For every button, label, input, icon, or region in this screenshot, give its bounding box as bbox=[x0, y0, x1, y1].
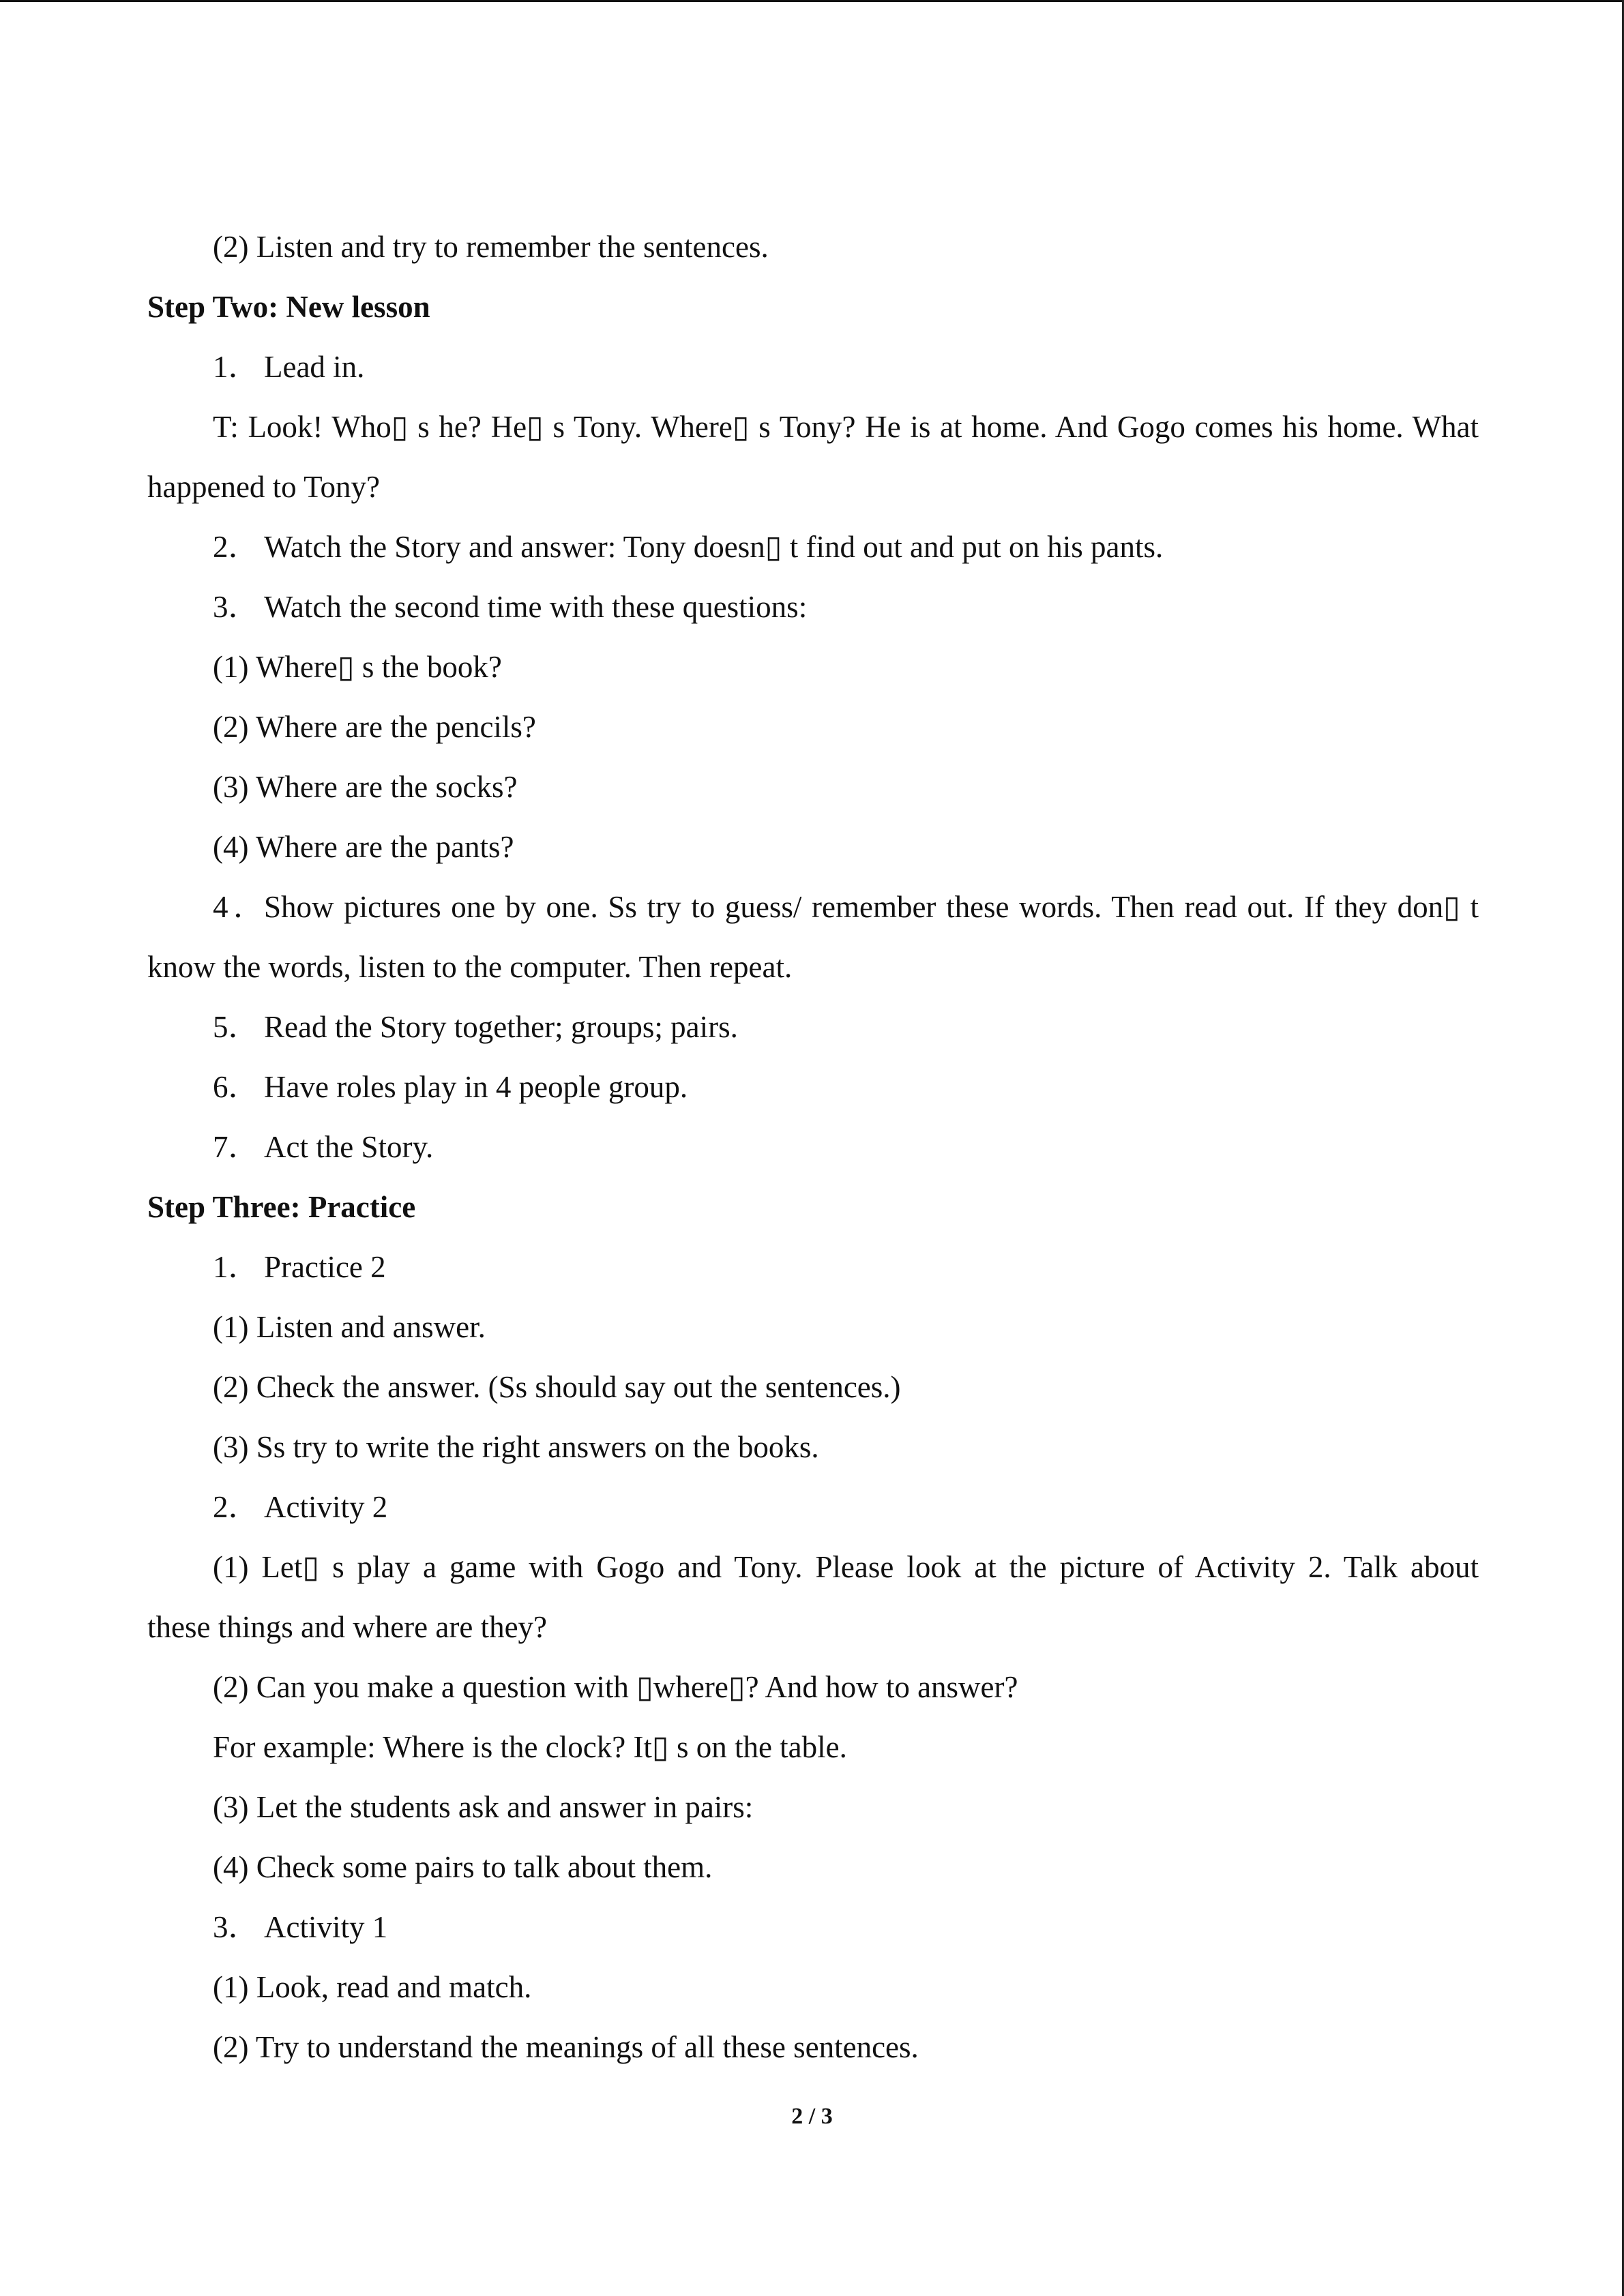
list-text: Act the Story. bbox=[264, 1130, 434, 1164]
sub-item: (1) Look, read and match. bbox=[213, 1970, 532, 2004]
list-item bbox=[147, 1477, 1479, 1537]
question: (2) Where are the pencils? bbox=[213, 710, 536, 744]
list-number: 7． bbox=[213, 1130, 259, 1164]
list-text: Practice 2 bbox=[264, 1250, 386, 1284]
list-item bbox=[147, 1117, 1479, 1177]
list-number: 3． bbox=[213, 1910, 259, 1944]
paragraph-continuation: happened to Tony? bbox=[147, 470, 380, 504]
list-text: Watch the second time with these questions: bbox=[264, 590, 808, 624]
list-item bbox=[147, 1897, 1479, 1957]
sub-item: (4) Check some pairs to talk about them. bbox=[213, 1850, 713, 1884]
list-item bbox=[147, 877, 1479, 937]
list-number: 5． bbox=[213, 1010, 259, 1044]
top-border bbox=[0, 0, 1624, 2]
list-text: Show pictures one by one. Ss try to guess/ remember these words. Then read out. If they don▯ t bbox=[264, 890, 1479, 924]
list-number: 2． bbox=[213, 530, 259, 564]
list-item bbox=[147, 997, 1479, 1057]
question: (1) Where▯ s the book? bbox=[213, 650, 502, 684]
paragraph-continuation: know the words, listen to the computer. Then repeat. bbox=[147, 950, 793, 984]
sub-item: (3) Ss try to write the right answers on the books. bbox=[213, 1430, 819, 1464]
list-item bbox=[147, 1237, 1479, 1297]
list-item bbox=[147, 577, 1479, 637]
paragraph: (2) Listen and try to remember the sentences. bbox=[213, 230, 769, 264]
list-number: 6． bbox=[213, 1070, 259, 1104]
question: (4) Where are the pants? bbox=[213, 830, 514, 864]
list-number: 1． bbox=[213, 350, 259, 384]
sub-item: (2) Check the answer. (Ss should say out the sentences.) bbox=[213, 1370, 901, 1404]
list-text: Activity 1 bbox=[264, 1910, 388, 1944]
sub-item: (1) Listen and answer. bbox=[213, 1310, 486, 1344]
list-number: 4． bbox=[213, 890, 264, 924]
list-item bbox=[147, 517, 1479, 577]
list-number: 2． bbox=[213, 1490, 259, 1524]
list-text: Watch the Story and answer: Tony doesn▯ t find out and put on his pants. bbox=[264, 530, 1164, 564]
step-two-heading: Step Two: New lesson bbox=[147, 290, 430, 324]
list-text: Lead in. bbox=[264, 350, 365, 384]
list-text: Have roles play in 4 people group. bbox=[264, 1070, 688, 1104]
list-item bbox=[147, 337, 1479, 397]
sub-item: (1) Let▯ s play a game with Gogo and Tony. Please look at the picture of Activity 2. Talk about bbox=[213, 1550, 1479, 1584]
example-line: For example: Where is the clock? It▯ s on the table. bbox=[213, 1730, 847, 1764]
list-text: Activity 2 bbox=[264, 1490, 388, 1524]
list-item bbox=[147, 1057, 1479, 1117]
document-body bbox=[147, 217, 1479, 2077]
paragraph-continuation: these things and where are they? bbox=[147, 1610, 548, 1644]
sub-item: (3) Let the students ask and answer in pairs: bbox=[213, 1790, 754, 1824]
paragraph: T: Look! Who▯ s he? He▯ s Tony. Where▯ s Tony? He is at home. And Gogo comes his home. What bbox=[213, 410, 1479, 444]
list-number: 3． bbox=[213, 590, 259, 624]
list-number: 1． bbox=[213, 1250, 259, 1284]
page-number: 2 / 3 bbox=[791, 2104, 833, 2129]
list-text: Read the Story together; groups; pairs. bbox=[264, 1010, 738, 1044]
sub-item: (2) Can you make a question with ▯where▯? And how to answer? bbox=[213, 1670, 1018, 1704]
step-three-heading: Step Three: Practice bbox=[147, 1190, 416, 1224]
sub-item: (2) Try to understand the meanings of all these sentences. bbox=[213, 2030, 919, 2064]
question: (3) Where are the socks? bbox=[213, 770, 518, 804]
